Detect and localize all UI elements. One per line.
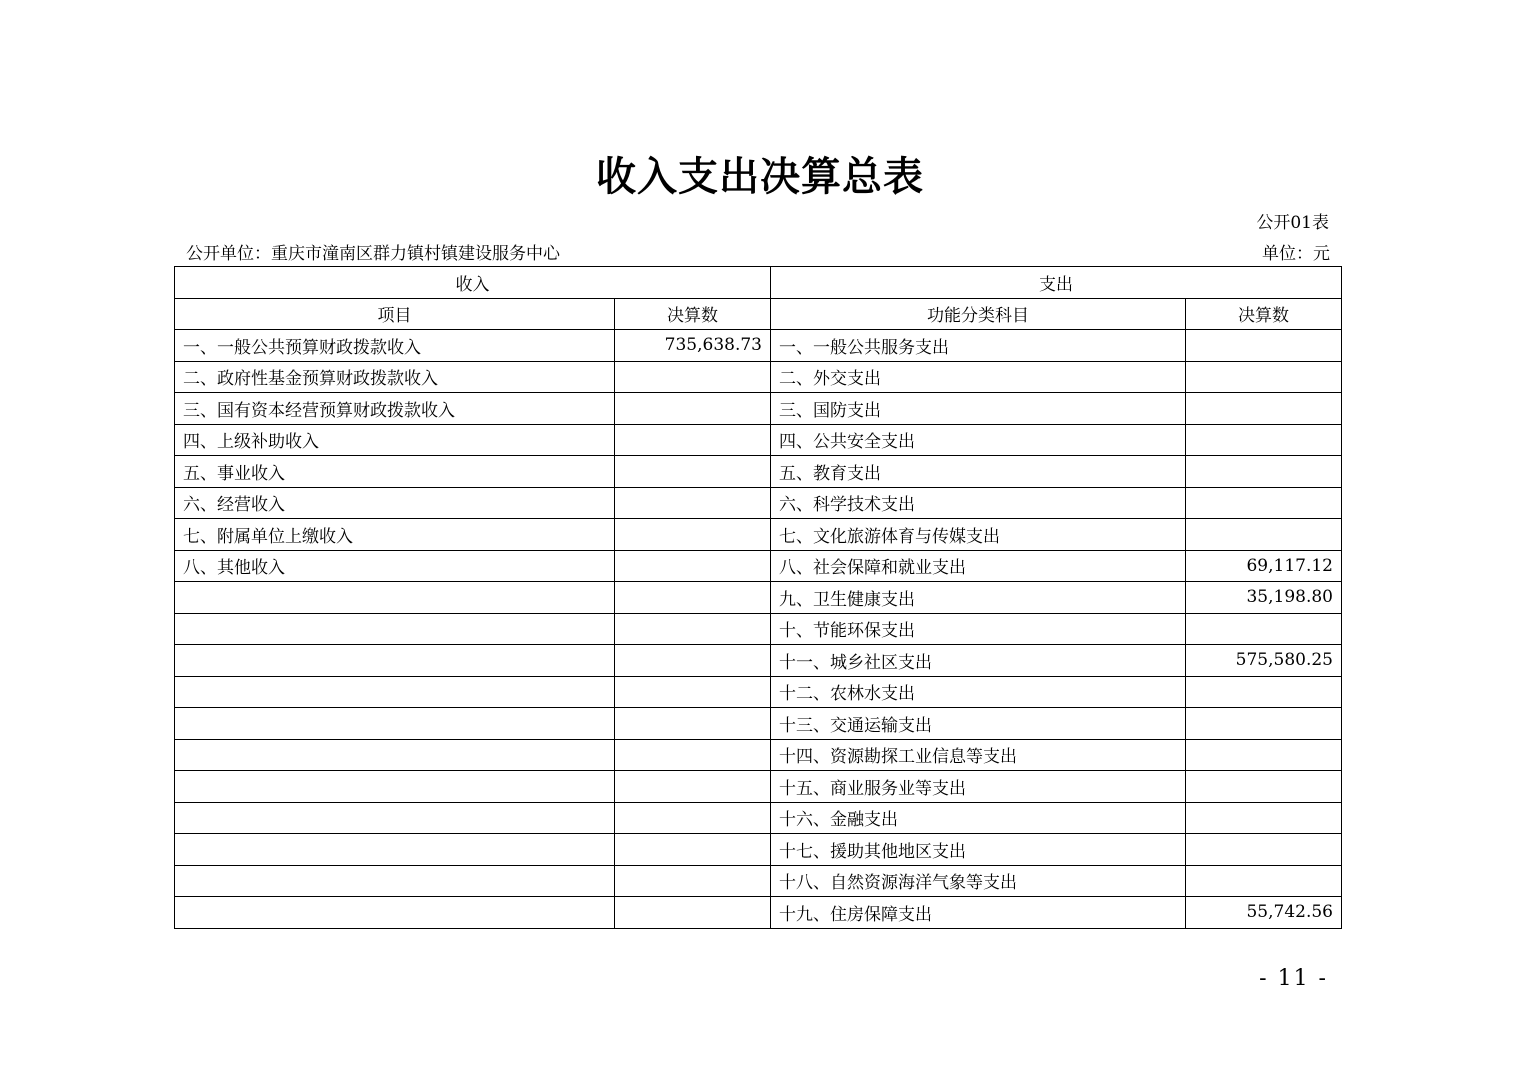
form-number: 公开01表 [1256,213,1329,233]
income-item-cell: 四、上级补助收入 [175,424,615,456]
income-amount-cell [615,456,771,488]
income-item-cell [175,676,615,708]
income-amount-cell [615,582,771,614]
table-row [175,487,1342,519]
income-item-cell: 六、经营收入 [175,487,615,519]
income-amount-cell [615,487,771,519]
expense-item-cell: 十、节能环保支出 [771,613,1186,645]
income-item-cell [175,708,615,740]
table-header-row [175,267,1342,299]
income-amount-cell [615,424,771,456]
table-row [175,550,1342,582]
expense-item-cell: 十八、自然资源海洋气象等支出 [771,865,1186,897]
income-item-cell: 一、一般公共预算财政拨款收入 [175,330,615,362]
table-row [175,613,1342,645]
income-amount-cell: 735,638.73 [615,330,771,362]
category-header: 功能分类科目 [771,298,1186,330]
income-amount-cell [615,802,771,834]
income-header: 收入 [175,267,771,299]
expense-amount-cell [1186,456,1342,488]
page-number: - 11 - [1259,966,1328,991]
expense-amount-cell [1186,739,1342,771]
expense-item-cell: 一、一般公共服务支出 [771,330,1186,362]
expense-amount-cell [1186,424,1342,456]
expense-item-cell: 四、公共安全支出 [771,424,1186,456]
income-item-cell [175,645,615,677]
page-title: 收入支出决算总表 [596,153,924,200]
income-amount-cell [615,393,771,425]
expense-item-cell: 八、社会保障和就业支出 [771,550,1186,582]
table-row [175,897,1342,929]
income-amount-cell [615,550,771,582]
table-row [175,393,1342,425]
income-item-cell: 二、政府性基金预算财政拨款收入 [175,361,615,393]
table-row [175,330,1342,362]
expense-amount-cell: 575,580.25 [1186,645,1342,677]
income-item-cell: 八、其他收入 [175,550,615,582]
table-row [175,582,1342,614]
income-item-cell [175,802,615,834]
income-amount-cell [615,739,771,771]
income-amount-cell [615,519,771,551]
expense-amount-cell [1186,771,1342,803]
table-row [175,361,1342,393]
table-row [175,424,1342,456]
budget-table [174,266,1342,929]
expense-amount-header: 决算数 [1186,298,1342,330]
expense-amount-cell [1186,487,1342,519]
expense-item-cell: 六、科学技术支出 [771,487,1186,519]
income-item-cell: 三、国有资本经营预算财政拨款收入 [175,393,615,425]
expense-item-cell: 十二、农林水支出 [771,676,1186,708]
income-amount-header: 决算数 [615,298,771,330]
income-item-cell: 五、事业收入 [175,456,615,488]
income-item-cell [175,865,615,897]
table-row [175,865,1342,897]
income-amount-cell [615,645,771,677]
income-amount-cell [615,361,771,393]
expense-amount-cell [1186,330,1342,362]
unit-row [186,239,1330,264]
income-item-cell [175,771,615,803]
income-amount-cell [615,771,771,803]
expense-item-cell: 二、外交支出 [771,361,1186,393]
expense-amount-cell: 55,742.56 [1186,897,1342,929]
table-row [175,739,1342,771]
income-amount-cell [615,676,771,708]
expense-item-cell: 十九、住房保障支出 [771,897,1186,929]
income-item-cell [175,613,615,645]
table-row [175,519,1342,551]
expense-item-cell: 十六、金融支出 [771,802,1186,834]
expense-amount-cell [1186,393,1342,425]
income-amount-cell [615,834,771,866]
expense-item-cell: 十七、援助其他地区支出 [771,834,1186,866]
expense-amount-cell [1186,802,1342,834]
table-row [175,834,1342,866]
income-item-cell: 七、附属单位上缴收入 [175,519,615,551]
expense-item-cell: 五、教育支出 [771,456,1186,488]
expense-amount-cell [1186,613,1342,645]
table-row [175,456,1342,488]
income-amount-cell [615,613,771,645]
expense-item-cell: 九、卫生健康支出 [771,582,1186,614]
expense-item-cell: 十四、资源勘探工业信息等支出 [771,739,1186,771]
income-amount-cell [615,865,771,897]
expense-item-cell: 十一、城乡社区支出 [771,645,1186,677]
expense-amount-cell [1186,361,1342,393]
expense-item-cell: 三、国防支出 [771,393,1186,425]
item-header: 项目 [175,298,615,330]
expense-amount-cell [1186,708,1342,740]
currency-unit: 单位：元 [1262,244,1330,264]
expense-header: 支出 [771,267,1342,299]
income-item-cell [175,897,615,929]
table-subheader-row [175,298,1342,330]
reporting-unit: 公开单位：重庆市潼南区群力镇村镇建设服务中心 [186,244,560,264]
income-item-cell [175,834,615,866]
income-item-cell [175,739,615,771]
expense-amount-cell: 35,198.80 [1186,582,1342,614]
expense-amount-cell [1186,834,1342,866]
expense-amount-cell: 69,117.12 [1186,550,1342,582]
table-row [175,645,1342,677]
expense-item-cell: 十五、商业服务业等支出 [771,771,1186,803]
table-row [175,802,1342,834]
expense-amount-cell [1186,519,1342,551]
expense-amount-cell [1186,676,1342,708]
expense-item-cell: 七、文化旅游体育与传媒支出 [771,519,1186,551]
table-row [175,708,1342,740]
expense-item-cell: 十三、交通运输支出 [771,708,1186,740]
expense-amount-cell [1186,865,1342,897]
income-amount-cell [615,708,771,740]
table-row [175,771,1342,803]
income-amount-cell [615,897,771,929]
table-row [175,676,1342,708]
income-item-cell [175,582,615,614]
